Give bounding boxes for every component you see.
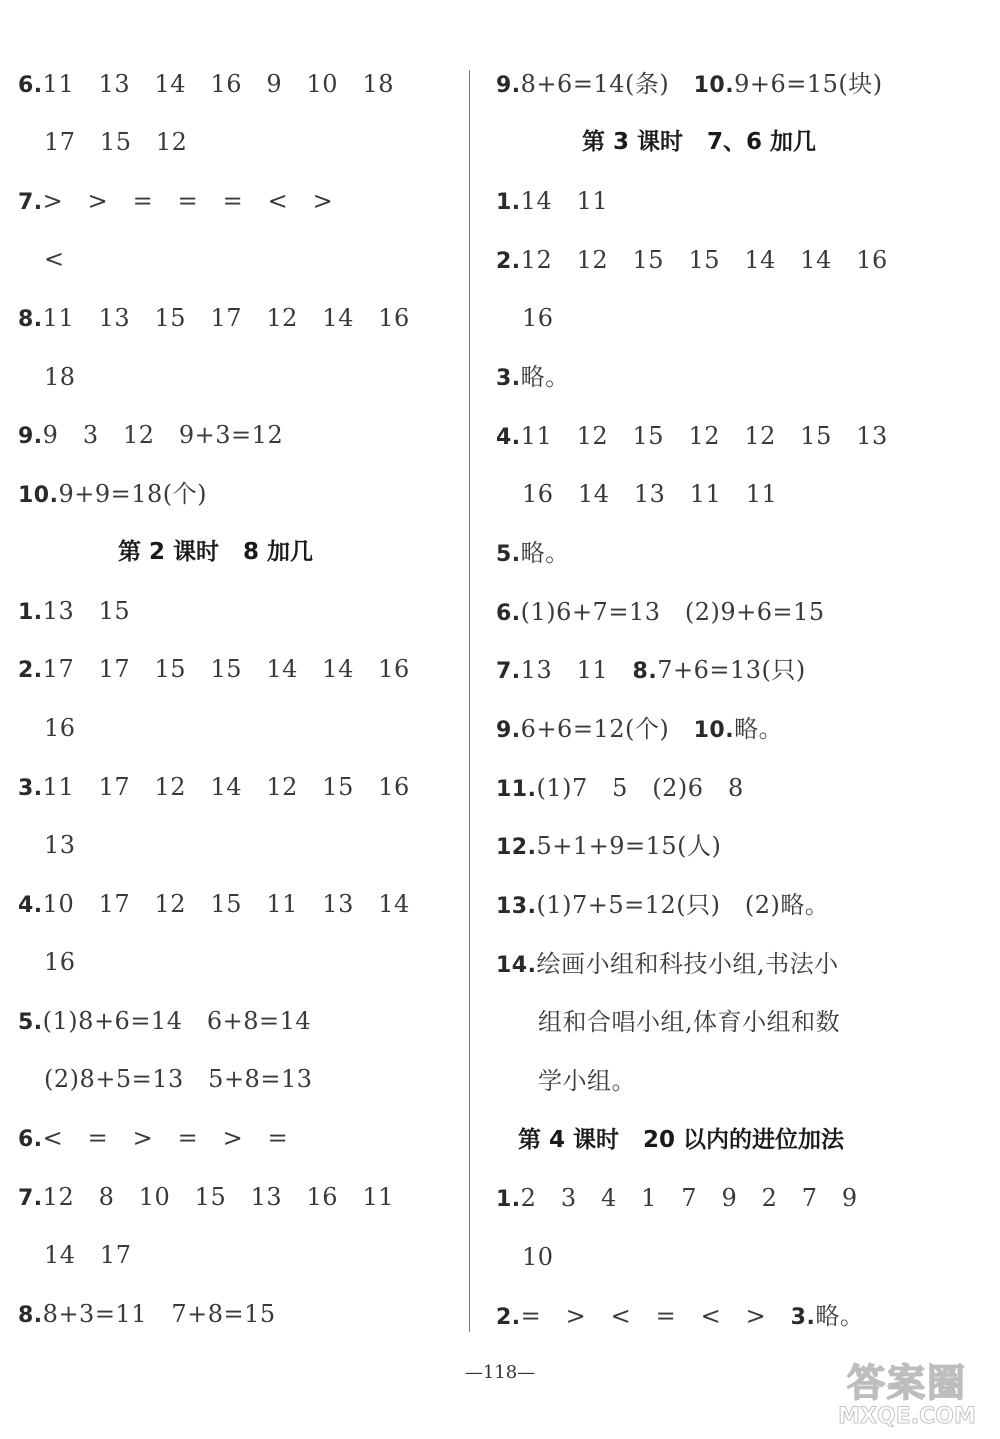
answer-line (18, 298, 410, 338)
item-number: 12. (496, 835, 537, 860)
answer-line (44, 825, 76, 865)
item-answer: 略。 (815, 1302, 865, 1330)
item-answer: 8+3=11 7+8=15 (42, 1300, 276, 1328)
answer-line (18, 1001, 311, 1041)
answer-line (44, 122, 187, 162)
section-heading: 第 3 课时 7、6 加几 (582, 129, 817, 155)
item-number: 9. (496, 73, 521, 98)
item-answer: < = > = > = (42, 1124, 289, 1152)
item-answer: 16 14 13 11 11 (522, 480, 778, 508)
answer-line (44, 1235, 131, 1275)
watermark-title: 答案圈 (846, 1361, 967, 1405)
item-answer: 17 17 15 15 14 14 16 (42, 655, 410, 683)
item-answer: 16 (44, 714, 76, 742)
item-answer: 组和合唱小组,体育小组和数 (538, 1008, 841, 1036)
answer-line (18, 767, 410, 807)
answer-line (18, 884, 410, 924)
answer-line (496, 181, 608, 221)
item-answer: 11 13 15 17 12 14 16 (42, 304, 410, 332)
answer-line (496, 885, 829, 925)
item-answer: 9+9=18(个) (58, 480, 208, 508)
item-number: 2. (18, 658, 43, 683)
item-number: 10. (18, 483, 59, 508)
answer-line (496, 1178, 858, 1218)
item-answer: 16 (522, 304, 554, 332)
answer-line (18, 1294, 276, 1334)
answer-line (496, 826, 721, 866)
watermark-logo (822, 1352, 992, 1434)
answer-line (522, 474, 777, 514)
answer-line (44, 239, 65, 279)
page-number: —118— (464, 1362, 536, 1383)
answer-line (44, 357, 76, 397)
item-answer: 绘画小组和科技小组,书法小 (536, 950, 839, 978)
answer-line (18, 64, 394, 104)
section-heading: 第 2 课时 8 加几 (118, 539, 314, 565)
item-answer: 11 17 12 14 12 15 16 (42, 773, 410, 801)
item-number: 4. (496, 425, 521, 450)
item-number: 3. (18, 776, 43, 801)
item-answer: 略。 (520, 539, 570, 567)
item-number: 2. (496, 1305, 521, 1330)
answer-line (18, 415, 283, 455)
item-number: 7. (18, 1186, 43, 1211)
answer-line (496, 64, 883, 104)
item-number: 1. (496, 1187, 521, 1212)
item-number: 11. (496, 777, 537, 802)
answer-line (522, 1237, 554, 1277)
item-number: 3. (496, 366, 521, 391)
item-number: 10. (693, 73, 735, 98)
item-answer: (1)7+5=12(只) (2)略。 (536, 891, 830, 919)
item-answer: 17 15 12 (44, 128, 188, 156)
item-answer: 11 13 14 16 9 10 18 (42, 70, 394, 98)
item-number: 6. (18, 73, 43, 98)
item-answer: 12 12 15 15 14 14 16 (520, 246, 888, 274)
answer-line (496, 1296, 864, 1336)
item-number: 13. (496, 894, 537, 919)
item-number: 7. (496, 659, 521, 684)
item-answer: 9 3 12 9+3=12 (42, 421, 284, 449)
answer-line (18, 591, 130, 631)
item-answer: (1)6+7=13 (2)9+6=15 (520, 598, 825, 626)
item-answer: 10 17 12 15 11 13 14 (42, 890, 410, 918)
item-answer: 10 (522, 1243, 554, 1271)
item-answer: 18 (44, 363, 76, 391)
answer-line (538, 1002, 840, 1042)
item-answer: 14 17 (44, 1241, 132, 1269)
answer-line (496, 650, 806, 690)
item-answer: > > = = = < > (42, 187, 334, 215)
answer-line (44, 942, 76, 982)
item-answer: < (44, 245, 65, 273)
item-answer: 学小组。 (538, 1067, 636, 1095)
item-answer: 13 11 (520, 656, 609, 684)
item-number: 2. (496, 249, 521, 274)
item-number: 1. (18, 600, 43, 625)
item-number: 8. (632, 659, 658, 684)
item-number: 5. (18, 1010, 43, 1035)
item-answer: 13 15 (42, 597, 131, 625)
item-number: 3. (790, 1305, 816, 1330)
item-answer: 8+6=14(条) (520, 70, 670, 98)
answer-line (538, 1061, 636, 1101)
item-answer: 9+6=15(块) (734, 70, 883, 98)
answer-line (18, 181, 333, 221)
answer-line (496, 944, 839, 984)
item-number: 8. (18, 1303, 43, 1328)
answer-line (44, 708, 76, 748)
item-number: 4. (18, 893, 43, 918)
answer-line (496, 357, 570, 397)
item-answer: 2 3 4 1 7 9 2 7 9 (520, 1184, 858, 1212)
item-answer: 略。 (520, 363, 570, 391)
answer-line (496, 768, 744, 808)
item-answer: (2)8+5=13 5+8=13 (44, 1065, 313, 1093)
answer-line (522, 298, 554, 338)
answer-line (18, 649, 410, 689)
item-number: 6. (496, 601, 521, 626)
item-number: 5. (496, 542, 521, 567)
item-answer: = > < = < > (520, 1302, 767, 1330)
item-answer: (1)7 5 (2)6 8 (536, 774, 744, 802)
item-answer: 13 (44, 831, 76, 859)
item-number: 10. (693, 718, 735, 743)
answer-line (496, 709, 783, 749)
item-answer: 5+1+9=15(人) (536, 832, 722, 860)
column-divider (469, 70, 470, 1332)
item-number: 14. (496, 953, 537, 978)
item-answer: 14 11 (520, 187, 609, 215)
item-answer: 11 12 15 12 12 15 13 (520, 422, 888, 450)
item-answer: 6+6=12(个) (520, 715, 670, 743)
answer-line (18, 1118, 288, 1158)
item-number: 8. (18, 307, 43, 332)
answer-line (496, 533, 570, 573)
item-answer: 7+6=13(只) (657, 656, 806, 684)
answer-line (496, 240, 888, 280)
answer-line (18, 474, 207, 514)
section-heading: 第 4 课时 20 以内的进位加法 (518, 1127, 845, 1153)
item-number: 6. (18, 1127, 43, 1152)
answer-line (44, 1059, 312, 1099)
item-answer: (1)8+6=14 6+8=14 (42, 1007, 312, 1035)
item-answer: 16 (44, 948, 76, 976)
item-number: 9. (18, 424, 43, 449)
item-answer: 12 8 10 15 13 16 11 (42, 1183, 394, 1211)
watermark-url: MXQE.COM (838, 1404, 976, 1429)
item-number: 9. (496, 718, 521, 743)
item-number: 1. (496, 190, 521, 215)
answer-line (496, 592, 825, 632)
item-answer: 略。 (734, 715, 784, 743)
item-number: 7. (18, 190, 43, 215)
answer-line (18, 1177, 394, 1217)
answer-line (496, 416, 888, 456)
